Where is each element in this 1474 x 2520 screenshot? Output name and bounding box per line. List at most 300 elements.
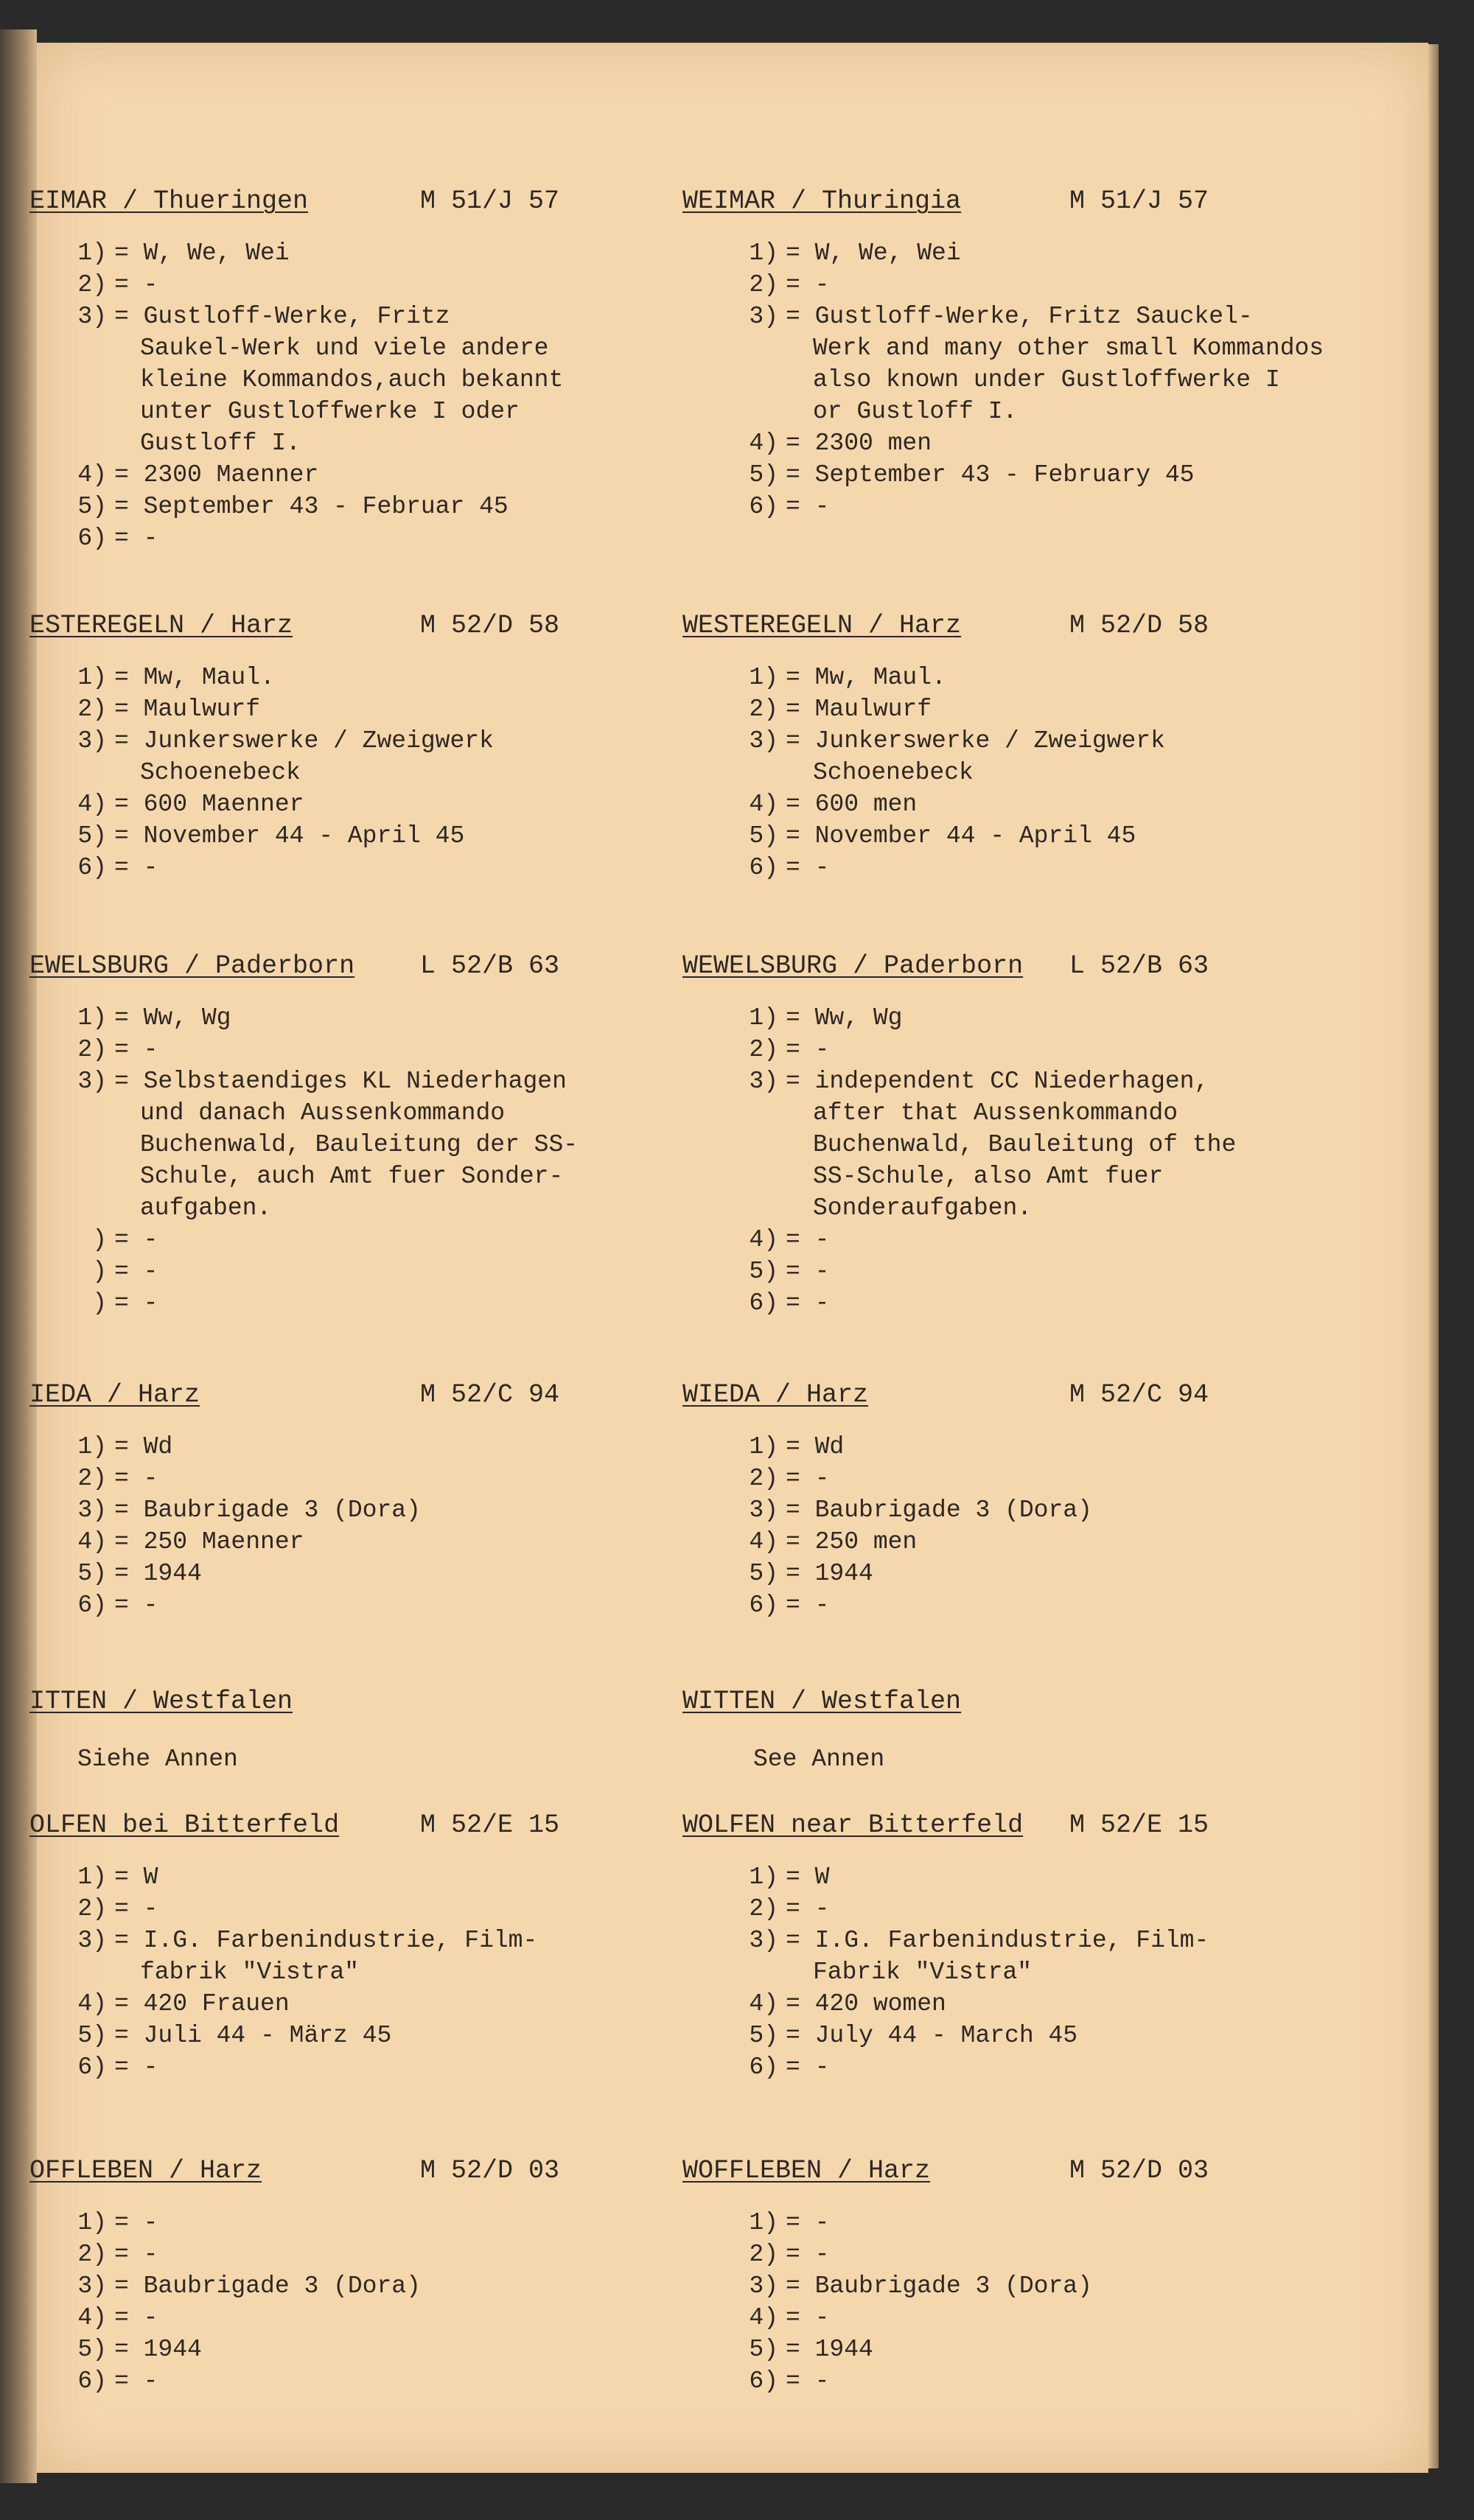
- entry-header: [29, 1687, 685, 1726]
- entry-header: [682, 611, 1331, 651]
- item-value: = -: [114, 2304, 158, 2331]
- item-value: = -: [786, 2304, 830, 2331]
- place-name: WESTEREGELN / Harz: [682, 611, 962, 640]
- item-number: 2): [749, 2241, 778, 2268]
- item-value: = July 44 - March 45: [786, 2022, 1078, 2049]
- item-continuation: aufgaben.: [140, 1194, 272, 1222]
- item-value: = -: [786, 2367, 830, 2395]
- item-row: [37, 2209, 685, 2241]
- item-number: 3): [749, 303, 778, 330]
- item-value: = -: [786, 1258, 830, 1285]
- item-number: 4): [749, 1990, 778, 2017]
- item-value: = Maulwurf: [114, 696, 261, 723]
- item-number: 6): [77, 525, 107, 552]
- item-row: [682, 239, 1331, 271]
- item-number: 1): [77, 664, 107, 691]
- item-number: 1): [77, 239, 107, 267]
- item-value: = -: [114, 1592, 158, 1619]
- item-row: [37, 1433, 685, 1465]
- item-number: ): [92, 1258, 107, 1285]
- place-name: OFFLEBEN / Harz: [29, 2156, 262, 2185]
- item-value: = Baubrigade 3 (Dora): [114, 2272, 421, 2300]
- item-number: 3): [749, 2272, 778, 2300]
- item-value: = -: [114, 854, 158, 881]
- item-number: 4): [77, 1528, 107, 1555]
- item-value: = W, We, Wei: [114, 239, 290, 267]
- camp-entry: [682, 951, 1331, 1321]
- item-number: 3): [749, 1497, 778, 1524]
- item-row: [682, 1036, 1331, 1068]
- item-number: 1): [77, 1433, 107, 1460]
- item-value: = Baubrigade 3 (Dora): [114, 1497, 421, 1524]
- item-number: 6): [749, 1592, 778, 1619]
- item-row: [682, 1226, 1331, 1258]
- item-list: [682, 1433, 1331, 1623]
- item-value: = -: [114, 1226, 158, 1253]
- item-value: = November 44 - April 45: [786, 822, 1136, 850]
- item-number: 3): [77, 727, 107, 755]
- map-reference: M 52/C 94: [1069, 1380, 1209, 1410]
- camp-entry: [682, 1687, 1331, 1773]
- item-row: [682, 430, 1331, 461]
- item-value: = I.G. Farbenindustrie, Film-: [786, 1927, 1209, 1954]
- item-row: [682, 854, 1331, 886]
- item-value: = Ww, Wg: [786, 1004, 903, 1032]
- item-value: = Gustloff-Werke, Fritz: [114, 303, 450, 330]
- item-row: [682, 2241, 1331, 2272]
- map-reference: L 52/B 63: [1069, 951, 1209, 981]
- item-number: 1): [749, 1433, 778, 1460]
- item-row: [682, 1863, 1331, 1895]
- item-number: 6): [77, 1592, 107, 1619]
- map-reference: L 52/B 63: [420, 951, 560, 981]
- item-list: [37, 664, 685, 886]
- item-number: 5): [749, 461, 778, 489]
- item-row: [682, 2209, 1331, 2241]
- item-continuation: Buchenwald, Bauleitung of the: [813, 1131, 1237, 1158]
- camp-entry: [29, 1380, 685, 1623]
- item-row: [682, 2272, 1331, 2304]
- item-number: 3): [77, 2272, 107, 2300]
- item-number: 1): [749, 664, 778, 691]
- item-value: = W: [786, 1863, 830, 1891]
- item-row: [37, 2054, 685, 2085]
- item-value: = Ww, Wg: [114, 1004, 231, 1032]
- item-row: [682, 2022, 1331, 2054]
- item-row: [682, 1465, 1331, 1497]
- item-number: 2): [749, 1036, 778, 1063]
- item-row: [37, 2272, 685, 2304]
- item-row: [682, 1258, 1331, 1289]
- item-value: = -: [114, 1465, 158, 1492]
- entry-header: [29, 186, 685, 226]
- camp-entry: [29, 2156, 685, 2399]
- item-list: [37, 1004, 685, 1321]
- item-value: = 600 men: [786, 791, 918, 818]
- item-number: 5): [749, 2022, 778, 2049]
- item-number: 1): [749, 2209, 778, 2236]
- item-row: [682, 1497, 1331, 1528]
- item-value: = Baubrigade 3 (Dora): [786, 2272, 1092, 2300]
- item-continuation: kleine Kommandos,auch bekannt: [140, 366, 564, 393]
- item-row: [37, 1927, 685, 1959]
- item-number: 4): [749, 1226, 778, 1253]
- item-continuation: Werk and many other small Kommandos: [813, 335, 1324, 362]
- item-number: 3): [77, 1927, 107, 1954]
- map-reference: M 51/J 57: [1069, 186, 1209, 216]
- item-row: [682, 303, 1331, 335]
- item-row: [37, 1036, 685, 1068]
- item-list: [37, 1433, 685, 1623]
- item-number: 4): [77, 2304, 107, 2331]
- map-reference: M 52/D 58: [420, 611, 560, 640]
- item-row: [682, 1990, 1331, 2022]
- camp-entry: [682, 1380, 1331, 1623]
- item-number: 5): [77, 1560, 107, 1587]
- item-value: = Baubrigade 3 (Dora): [786, 1497, 1092, 1524]
- item-number: 4): [749, 430, 778, 457]
- item-value: = W, We, Wei: [786, 239, 961, 267]
- item-value: = -: [786, 271, 830, 298]
- item-number: 6): [77, 854, 107, 881]
- item-number: 5): [749, 1560, 778, 1587]
- item-number: 3): [749, 1068, 778, 1095]
- item-value: = -: [786, 1226, 830, 1253]
- item-value: = -: [786, 2054, 830, 2081]
- item-row: [682, 1433, 1331, 1465]
- camp-entry: [682, 1810, 1331, 2085]
- item-value: = -: [114, 1289, 158, 1317]
- item-value: = -: [114, 2209, 158, 2236]
- item-row: [682, 727, 1331, 759]
- item-list: [37, 239, 685, 556]
- item-value: = -: [786, 1592, 830, 1619]
- entry-header: [29, 611, 685, 651]
- entry-header: [29, 951, 685, 991]
- item-number: 5): [749, 1258, 778, 1285]
- camp-entry: [29, 611, 685, 886]
- place-name: OLFEN bei Bitterfeld: [29, 1810, 340, 1840]
- item-value: = Juli 44 - März 45: [114, 2022, 392, 2049]
- item-value: = Junkerswerke / Zweigwerk: [114, 727, 494, 755]
- page-edge: [1428, 44, 1439, 2468]
- item-number: 4): [77, 1990, 107, 2017]
- item-row: [37, 2022, 685, 2054]
- item-value: = Maulwurf: [786, 696, 932, 723]
- item-row: [37, 2367, 685, 2399]
- item-value: = 1944: [786, 2336, 873, 2363]
- item-number: 1): [77, 1004, 107, 1032]
- item-row: [682, 461, 1331, 493]
- item-row: [37, 664, 685, 696]
- item-row: [37, 1289, 685, 1321]
- item-continuation: unter Gustloffwerke I oder: [140, 398, 520, 425]
- item-number: ): [92, 1226, 107, 1253]
- item-value: = -: [114, 525, 158, 552]
- item-continuation: Buchenwald, Bauleitung der SS-: [140, 1131, 579, 1158]
- item-value: = -: [786, 1289, 830, 1317]
- item-row: [37, 696, 685, 727]
- camp-entry: [682, 611, 1331, 886]
- item-row: [37, 1863, 685, 1895]
- item-row: [682, 1927, 1331, 1959]
- item-row: [37, 2304, 685, 2336]
- item-value: = Junkerswerke / Zweigwerk: [786, 727, 1165, 755]
- item-value: = -: [114, 1895, 158, 1922]
- item-row: [682, 664, 1331, 696]
- item-number: 6): [77, 2054, 107, 2081]
- place-name: WOLFEN near Bitterfeld: [682, 1810, 1024, 1840]
- item-row: [682, 2304, 1331, 2336]
- item-row: [682, 1289, 1331, 1321]
- item-continuation: Schoenebeck: [140, 759, 301, 786]
- item-number: 2): [749, 696, 778, 723]
- item-row: [682, 1592, 1331, 1623]
- place-name: WEIMAR / Thuringia: [682, 186, 962, 216]
- item-row: [37, 791, 685, 822]
- item-row: [37, 271, 685, 303]
- item-number: 1): [77, 1863, 107, 1891]
- item-value: = independent CC Niederhagen,: [786, 1068, 1209, 1095]
- item-value: = 250 men: [786, 1528, 918, 1555]
- entry-header: [682, 1810, 1331, 1850]
- item-number: 6): [77, 2367, 107, 2395]
- item-number: 5): [77, 493, 107, 520]
- item-row: [682, 1068, 1331, 1099]
- item-value: = 600 Maenner: [114, 791, 304, 818]
- place-name: WOFFLEBEN / Harz: [682, 2156, 931, 2185]
- item-row: [37, 1258, 685, 1289]
- item-value: = 1944: [114, 1560, 202, 1587]
- item-row: [37, 1528, 685, 1560]
- item-value: = -: [786, 493, 830, 520]
- place-name: EWELSBURG / Paderborn: [29, 951, 355, 981]
- item-number: 6): [749, 1289, 778, 1317]
- item-row: [682, 271, 1331, 303]
- place-name: ITTEN / Westfalen: [29, 1687, 293, 1716]
- item-number: 5): [77, 2336, 107, 2363]
- item-row: [682, 822, 1331, 854]
- item-row: [37, 493, 685, 525]
- item-list: [682, 1004, 1331, 1321]
- item-continuation: und danach Aussenkommando: [140, 1099, 506, 1127]
- item-number: 4): [77, 791, 107, 818]
- entry-header: [682, 186, 1331, 226]
- item-number: 2): [77, 271, 107, 298]
- item-number: 1): [749, 1863, 778, 1891]
- item-row: [682, 1560, 1331, 1592]
- map-reference: M 52/D 03: [1069, 2156, 1209, 2185]
- place-name: ESTEREGELN / Harz: [29, 611, 293, 640]
- item-number: 4): [749, 2304, 778, 2331]
- item-value: = 1944: [114, 2336, 202, 2363]
- item-row: [682, 1895, 1331, 1927]
- item-row: [682, 791, 1331, 822]
- item-number: 2): [749, 1465, 778, 1492]
- item-continuation: also known under Gustloffwerke I: [813, 366, 1280, 393]
- item-list: [682, 1863, 1331, 2085]
- item-list: [37, 2209, 685, 2399]
- item-number: 4): [77, 461, 107, 489]
- item-number: 5): [77, 2022, 107, 2049]
- item-row: [37, 1560, 685, 1592]
- item-value: = -: [786, 854, 830, 881]
- item-list: [37, 1863, 685, 2085]
- camp-entry: [682, 2156, 1331, 2399]
- item-number: 2): [77, 1465, 107, 1492]
- item-value: = Gustloff-Werke, Fritz Sauckel-: [786, 303, 1253, 330]
- item-number: 6): [749, 854, 778, 881]
- item-number: 1): [77, 2209, 107, 2236]
- item-list: [682, 664, 1331, 886]
- map-reference: M 52/D 58: [1069, 611, 1209, 640]
- item-value: = November 44 - April 45: [114, 822, 465, 850]
- item-number: 5): [749, 2336, 778, 2363]
- item-number: 4): [749, 791, 778, 818]
- entry-header: [29, 2156, 685, 2196]
- place-name: IEDA / Harz: [29, 1380, 200, 1410]
- item-row: [682, 2054, 1331, 2085]
- item-row: [37, 1497, 685, 1528]
- item-continuation: Gustloff I.: [140, 430, 301, 457]
- item-value: = September 43 - February 45: [786, 461, 1195, 489]
- item-number: 3): [77, 1068, 107, 1095]
- item-value: = Wd: [786, 1433, 845, 1460]
- item-number: 3): [77, 1497, 107, 1524]
- item-number: 2): [77, 696, 107, 723]
- item-value: = W: [114, 1863, 158, 1891]
- item-continuation: Saukel-Werk und viele andere: [140, 335, 549, 362]
- item-value: = -: [114, 271, 158, 298]
- item-number: 6): [749, 2367, 778, 2395]
- cross-reference-note: Siehe Annen: [77, 1746, 238, 1773]
- item-row: [682, 696, 1331, 727]
- item-continuation: SS-Schule, also Amt fuer: [813, 1163, 1164, 1190]
- book-spine: [0, 29, 37, 2483]
- item-row: [37, 303, 685, 335]
- item-number: 2): [749, 1895, 778, 1922]
- item-row: [37, 1592, 685, 1623]
- entry-header: [29, 1810, 685, 1850]
- item-value: = -: [114, 2241, 158, 2268]
- map-reference: M 51/J 57: [420, 186, 560, 216]
- document-page: [29, 43, 1428, 2473]
- map-reference: M 52/E 15: [1069, 1810, 1209, 1840]
- item-value: = -: [114, 1036, 158, 1063]
- item-row: [37, 1465, 685, 1497]
- item-continuation: Schoenebeck: [813, 759, 974, 786]
- item-row: [37, 822, 685, 854]
- item-value: = -: [786, 2209, 830, 2236]
- item-continuation: fabrik "Vistra": [140, 1959, 360, 1986]
- item-row: [682, 1004, 1331, 1036]
- item-value: = 420 women: [786, 1990, 946, 2017]
- item-row: [37, 239, 685, 271]
- item-value: = -: [786, 1895, 830, 1922]
- entry-header: [682, 1380, 1331, 1420]
- item-number: 3): [77, 303, 107, 330]
- map-reference: M 52/D 03: [420, 2156, 560, 2185]
- item-value: = September 43 - Februar 45: [114, 493, 509, 520]
- item-value: = I.G. Farbenindustrie, Film-: [114, 1927, 538, 1954]
- item-value: = 2300 Maenner: [114, 461, 319, 489]
- item-row: [37, 1895, 685, 1927]
- entry-header: [682, 2156, 1331, 2196]
- item-number: 3): [749, 1927, 778, 1954]
- item-continuation: Schule, auch Amt fuer Sonder-: [140, 1163, 564, 1190]
- place-name: WEWELSBURG / Paderborn: [682, 951, 1024, 981]
- item-number: 2): [749, 271, 778, 298]
- item-value: = -: [114, 2367, 158, 2395]
- item-list: [682, 2209, 1331, 2399]
- item-number: 1): [749, 1004, 778, 1032]
- item-row: [37, 2241, 685, 2272]
- item-number: 5): [749, 822, 778, 850]
- item-continuation: or Gustloff I.: [813, 398, 1018, 425]
- camp-entry: [29, 1687, 685, 1773]
- item-value: = -: [786, 1036, 830, 1063]
- item-value: = 1944: [786, 1560, 873, 1587]
- item-continuation: Sonderaufgaben.: [813, 1194, 1033, 1222]
- item-number: 5): [77, 822, 107, 850]
- map-reference: M 52/C 94: [420, 1380, 560, 1410]
- camp-entry: [29, 186, 685, 556]
- entry-header: [682, 951, 1331, 991]
- cross-reference-note: See Annen: [753, 1746, 885, 1773]
- item-value: = Selbstaendiges KL Niederhagen: [114, 1068, 567, 1095]
- item-value: = -: [786, 1465, 830, 1492]
- item-row: [37, 727, 685, 759]
- item-value: = 2300 men: [786, 430, 932, 457]
- place-name: WITTEN / Westfalen: [682, 1687, 962, 1716]
- item-row: [37, 1990, 685, 2022]
- item-value: = Mw, Maul.: [786, 664, 946, 691]
- item-number: 6): [749, 2054, 778, 2081]
- item-row: [682, 2336, 1331, 2367]
- entry-header: [29, 1380, 685, 1420]
- item-continuation: after that Aussenkommando: [813, 1099, 1178, 1127]
- item-row: [682, 493, 1331, 525]
- item-value: = -: [114, 2054, 158, 2081]
- camp-entry: [29, 1810, 685, 2085]
- item-value: = -: [786, 2241, 830, 2268]
- map-reference: M 52/E 15: [420, 1810, 560, 1840]
- item-number: 4): [749, 1528, 778, 1555]
- item-row: [37, 1004, 685, 1036]
- item-row: [682, 2367, 1331, 2399]
- camp-entry: [682, 186, 1331, 525]
- item-row: [37, 525, 685, 556]
- item-list: [682, 239, 1331, 525]
- item-number: 2): [77, 1895, 107, 1922]
- entry-header: [682, 1687, 1331, 1726]
- item-number: 2): [77, 1036, 107, 1063]
- item-value: = 250 Maenner: [114, 1528, 304, 1555]
- item-value: = -: [114, 1258, 158, 1285]
- item-row: [37, 1068, 685, 1099]
- item-continuation: Fabrik "Vistra": [813, 1959, 1033, 1986]
- item-row: [37, 2336, 685, 2367]
- item-number: 1): [749, 239, 778, 267]
- place-name: WIEDA / Harz: [682, 1380, 869, 1410]
- item-value: = 420 Frauen: [114, 1990, 290, 2017]
- item-number: 3): [749, 727, 778, 755]
- item-number: 6): [749, 493, 778, 520]
- item-value: = Mw, Maul.: [114, 664, 275, 691]
- item-number: 2): [77, 2241, 107, 2268]
- item-row: [37, 854, 685, 886]
- camp-entry: [29, 951, 685, 1321]
